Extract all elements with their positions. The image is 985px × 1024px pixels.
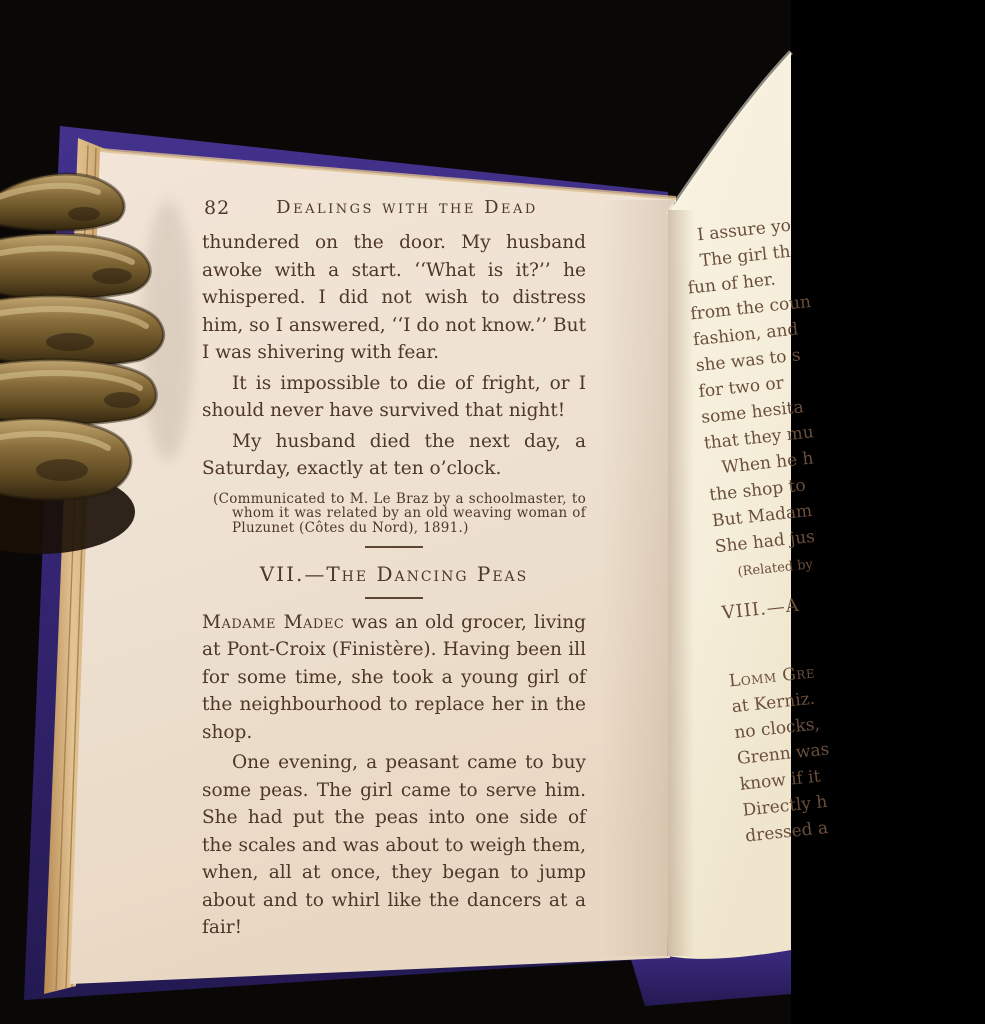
partial-line: that they mu	[703, 422, 815, 454]
partial-line: the shop to	[708, 475, 807, 506]
partial-line: at Kerniz.	[730, 688, 816, 718]
page-header	[202, 194, 586, 220]
partial-line: for two or	[697, 373, 785, 403]
gutter-shading-left	[600, 200, 676, 956]
partial-line: she was to s	[694, 345, 802, 377]
partial-line: no clocks,	[733, 714, 821, 744]
partial-line: dressed a	[744, 818, 829, 847]
partial-line: Grenn was	[736, 739, 831, 769]
section-divider-rule	[365, 546, 423, 548]
section-heading-rule	[365, 597, 423, 599]
partial-line: some hesita	[700, 397, 805, 428]
partial-line: I assure yo	[696, 215, 792, 246]
running-header: Dealings with the Dead	[276, 197, 538, 218]
partial-source-note: (Related by	[736, 557, 814, 580]
partial-line: from the coun	[689, 291, 812, 325]
paragraph: One evening, a peasant came to buy some peas. The girl came to serve him. She had put the peas into one side of the scales and was about to weigh them, when, all at once, they began to jump about and to whirl like the dancers at a fair!	[202, 752, 586, 938]
paragraph	[202, 609, 586, 747]
paragraph-lead: Madame Madec	[202, 611, 345, 633]
partial-line: But Madam	[711, 500, 814, 532]
partial-line: Directly h	[741, 791, 829, 821]
right-page	[668, 40, 831, 952]
partial-line: know if it	[738, 766, 822, 795]
section-body	[202, 609, 586, 942]
partial-line: Lomm Gre	[728, 662, 817, 692]
partial-line: She had jus	[713, 526, 816, 558]
paragraph-text: was an old grocer, living at Pont-Croix (Finistère). Having been ill for some time, she took a young girl of the neighbourhood to replace her in the shop.	[202, 611, 586, 743]
right-page-text	[681, 199, 985, 850]
paragraph: thundered on the door. My husband awoke with a start. ‘‘What is it?’’ he whispered. I did not wish to distress him, so I answered, ‘‘I do not know.’’ But I was shivering with fear.	[202, 232, 587, 363]
section-heading: VII.—The Dancing Peas	[259, 562, 529, 586]
page-number: 82	[204, 197, 231, 219]
partial-line: The girl th	[698, 241, 792, 272]
partial-line: fun of her.	[686, 269, 777, 299]
partial-line: When he h	[720, 448, 815, 479]
paragraph: My husband died the next day, a Saturday, exactly at ten o’clock.	[202, 430, 586, 479]
left-page	[202, 194, 586, 945]
source-note: (Communicated to M. Le Braz by a schoolmaster, to whom it was related by an old weaving woman of Pluzunet (Côtes du Nord), 1891.)	[213, 490, 586, 536]
partial-section-heading: VIII.—A	[720, 594, 801, 624]
paragraph: It is impossible to die of fright, or I should never have survived that night!	[202, 372, 586, 421]
partial-line: fashion, and	[692, 319, 800, 351]
